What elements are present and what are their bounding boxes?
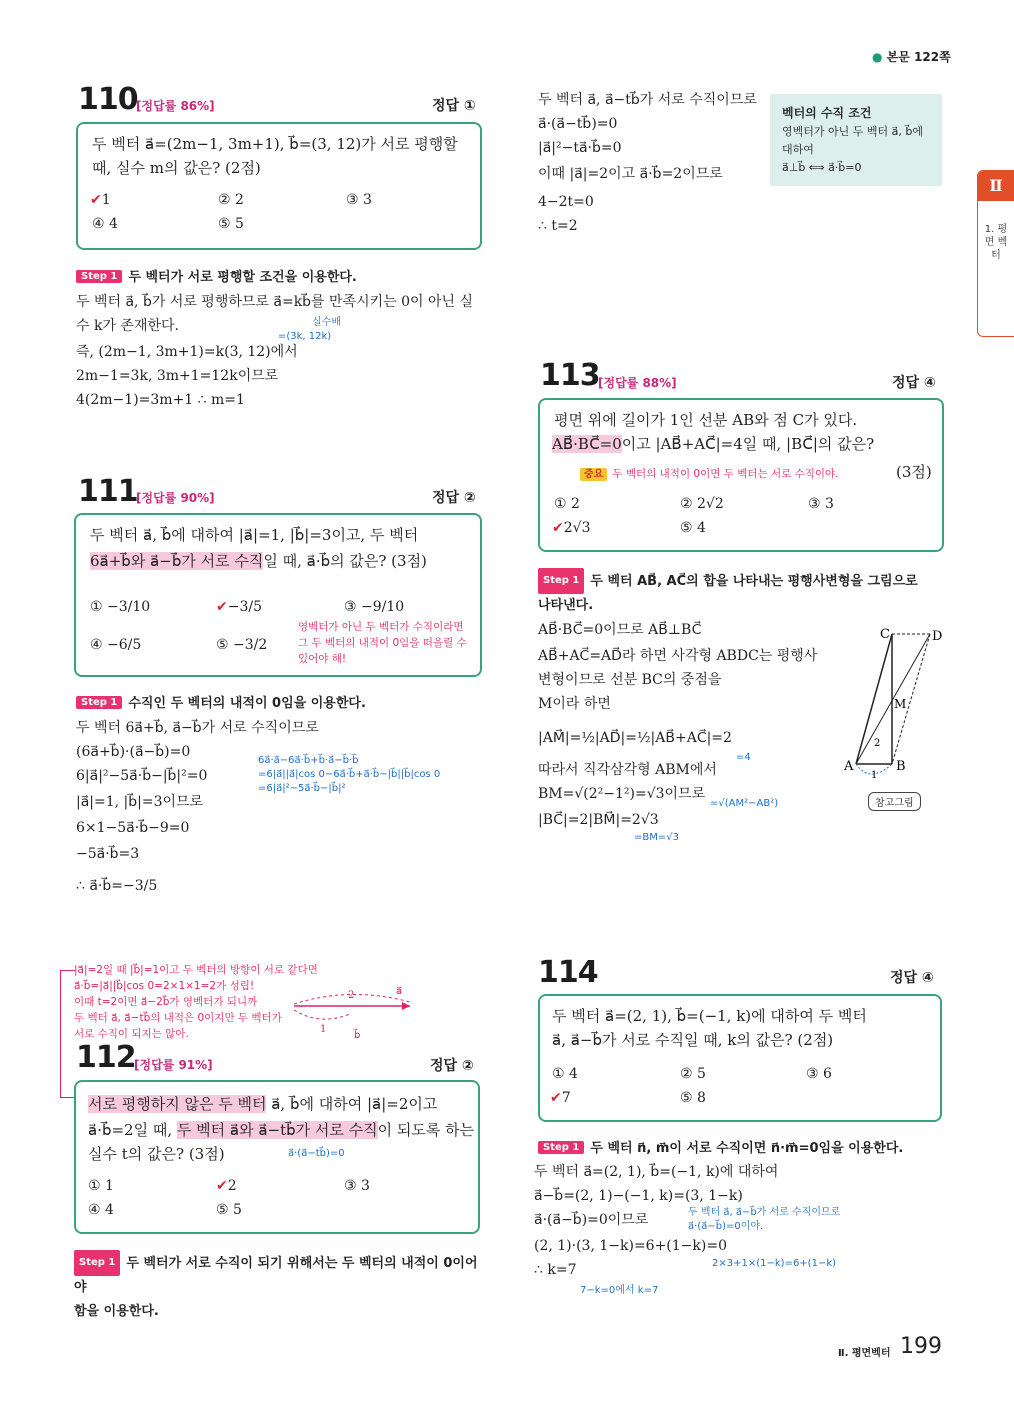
sol-111-side: 6a⃗·a⃗−6a⃗·b⃗+b⃗·a⃗−b⃗·b⃗ =6|a⃗||a⃗|cos 0−6a⃗·b⃗+a⃗·b⃗−|b⃗||b⃗|cos 0 =6|a⃗|²−5a⃗·b⃗−|b⃗|²	[258, 755, 441, 794]
fig-label-two: 2	[874, 738, 881, 749]
sol-113-l7: BM=√(2²−1²)=√3이므로	[538, 786, 706, 802]
answer-111: 정답 ②	[432, 490, 476, 506]
choice-112-3[interactable]: ③ 3	[344, 1178, 370, 1194]
question-box-110	[76, 122, 482, 250]
choice-111-4[interactable]: ④ −6/5	[90, 637, 142, 653]
answer-113: 정답 ④	[892, 375, 936, 391]
sol-114-l3: a⃗·(a⃗−b⃗)=0이므로	[534, 1212, 649, 1228]
sol-111-l1: 두 벡터 6a⃗+b⃗, a⃗−b⃗가 서로 수직이므로	[76, 720, 319, 736]
step-110: Step 1 두 벡터가 서로 평행할 조건을 이용한다.	[76, 266, 357, 285]
problem-number-113: 113	[540, 358, 600, 393]
choice-114-3[interactable]: ③ 6	[806, 1066, 832, 1082]
sol-110-note1: 실수배	[312, 317, 341, 328]
question-text-111-line1: 두 벡터 a⃗, b⃗에 대하여 |a⃗|=1, |b⃗|=3이고, 두 벡터	[90, 526, 419, 544]
checkmark-icon: ✔	[90, 192, 102, 208]
sol-111-l6: −5a⃗·b⃗=3	[76, 846, 140, 862]
sol-113-n8: =BM=√3	[634, 832, 679, 843]
question-text-110-line2: 때, 실수 m의 값은? (2점)	[92, 159, 261, 177]
choice-113-2[interactable]: ② 2√2	[680, 496, 724, 512]
sol-114-l4: (2, 1)·(3, 1−k)=6+(1−k)=0	[534, 1238, 727, 1254]
problem-number-111: 111	[78, 474, 138, 509]
sol-112-l1: 두 벡터 a⃗, a⃗−tb⃗가 서로 수직이므로	[538, 92, 757, 108]
choice-110-4[interactable]: ④ 4	[92, 216, 118, 232]
sol-112-l6: ∴ t=2	[538, 218, 578, 234]
sol-110-note2: =(3k, 12k)	[278, 331, 332, 342]
question-text-111-line2: 6a⃗+b⃗와 a⃗−b⃗가 서로 수직일 때, a⃗·b⃗의 값은? (3점)	[90, 552, 427, 570]
fig-point-M: M	[894, 697, 907, 711]
sol-111-l2: (6a⃗+b⃗)·(a⃗−b⃗)=0	[76, 744, 191, 760]
checkmark-icon: ✔	[552, 520, 564, 536]
sol-110-l4: 2m−1=3k, 3m+1=12k이므로	[76, 368, 279, 384]
page-number: 199	[900, 1334, 942, 1359]
question-box-112	[74, 1080, 480, 1234]
problem-number-114: 114	[538, 955, 598, 990]
important-badge: 중요	[580, 468, 607, 481]
answer-112: 정답 ②	[430, 1058, 474, 1074]
question-box-114	[538, 994, 942, 1122]
sol-113-n7: =√(AM²−AB²)	[710, 798, 779, 809]
fig-point-B: B	[896, 759, 906, 774]
question-text-113-line1: 평면 위에 길이가 1인 선분 AB와 점 C가 있다.	[554, 411, 858, 429]
sol-112-l2: a⃗·(a⃗−tb⃗)=0	[538, 116, 618, 132]
question-text-113-line2: AB⃗·BC⃗=0이고 |AB⃗+AC⃗|=4일 때, |BC⃗|의 값은?	[552, 435, 875, 453]
question-text-112-line1: 서로 평행하지 않은 두 벡터 a⃗, b⃗에 대하여 |a⃗|=2이고	[88, 1095, 438, 1113]
choice-110-3[interactable]: ③ 3	[346, 192, 372, 208]
note-112-top: |a⃗|=2일 때 |b⃗|=1이고 두 벡터의 방향이 서로 같다면 a⃗·b⃗=|a⃗||b⃗|cos 0=2×1×1=2가 성립! 이때 t=2이면 a⃗−2b⃗가 영벡터가 되니까 두 벡터 a⃗, a⃗−tb⃗의 내적은 0이지만 두 벡터가 서로 수직이 되지는 않아.	[74, 964, 318, 1040]
sol-114-n5: 7−k=0에서 k=7	[580, 1285, 659, 1296]
sol-114-l5: ∴ k=7	[534, 1262, 577, 1278]
question-box-113	[538, 398, 944, 552]
choice-110-5[interactable]: ⑤ 5	[218, 216, 244, 232]
choice-113-1[interactable]: ① 2	[554, 496, 580, 512]
parallelogram-figure	[840, 624, 950, 780]
choice-113-5[interactable]: ⑤ 4	[680, 520, 706, 536]
sol-111-l3: 6|a⃗|²−5a⃗·b⃗−|b⃗|²=0	[76, 768, 208, 784]
sol-113-l5: |AM⃗|=½|AD⃗|=½|AB⃗+AC⃗|=2	[538, 730, 732, 746]
sol-112-l3: |a⃗|²−ta⃗·b⃗=0	[538, 140, 622, 156]
choice-110-1[interactable]: ✔1	[90, 192, 111, 208]
sol-110-l1: 두 벡터 a⃗, b⃗가 서로 평행하므로 a⃗=kb⃗를 만족시키는 0이 아닌 실	[76, 294, 474, 310]
sol-113-l6: 따라서 직각삼각형 ABM에서	[538, 762, 717, 778]
note-113: 중요 두 벡터의 내적이 0이면 두 벡터는 서로 수직이야.	[580, 462, 839, 482]
step-112: Step 1 두 벡터가 서로 수직이 되기 위해서는 두 벡터의 내적이 0이어야 함을 이용한다.	[74, 1250, 484, 1324]
sol-111-l7: ∴ a⃗·b⃗=−3/5	[76, 878, 158, 894]
sol-113-l2: AB⃗+AC⃗=AD⃗라 하면 사각형 ABDC는 평행사	[538, 648, 818, 664]
tip-title: 벡터의 수직 조건	[782, 106, 872, 120]
fig-label-two: 2	[348, 990, 355, 1001]
fig-label-one: 1	[320, 1024, 327, 1035]
fig-point-C: C	[880, 627, 890, 642]
fig-point-D: D	[932, 629, 943, 644]
fig-label-one: 1	[871, 770, 878, 780]
question-text-112-line2: a⃗·b⃗=2일 때, 두 벡터 a⃗와 a⃗−tb⃗가 서로 수직이 되도록 하는	[88, 1121, 475, 1139]
sol-113-l1: AB⃗·BC⃗=0이므로 AB⃗⊥BC⃗	[538, 622, 702, 638]
rate-110: [정답률 86%]	[136, 99, 215, 113]
fig-point-A: A	[844, 759, 854, 774]
note-112-q: a⃗·(a⃗−tb⃗)=0	[288, 1148, 345, 1159]
choice-112-4[interactable]: ④ 4	[88, 1202, 114, 1218]
tip-box: 벡터의 수직 조건 영벡터가 아닌 두 벡터 a⃗, b⃗에 대하여 a⃗⊥b⃗ ⟺ a⃗·b⃗=0	[770, 94, 942, 186]
choice-114-4[interactable]: ✔7	[550, 1090, 571, 1106]
vector-figure-112	[290, 984, 420, 1044]
connector-112	[60, 970, 75, 1098]
sol-114-l1: 두 벡터 a⃗=(2, 1), b⃗=(−1, k)에 대하여	[534, 1164, 779, 1180]
sol-110-l2: 수 k가 존재한다.	[76, 318, 179, 334]
sol-112-l5: 4−2t=0	[538, 194, 594, 210]
rate-113: [정답률 88%]	[598, 376, 677, 390]
question-text-112-line3: 실수 t의 값은? (3점)	[88, 1145, 225, 1163]
sol-112-l4: 이때 |a⃗|=2이고 a⃗·b⃗=2이므로	[538, 166, 723, 182]
note-111: 영벡터가 아닌 두 벡터가 수직이라면 그 두 벡터의 내적이 0임을 떠올릴 수 있어야 해!	[298, 621, 467, 665]
choice-112-1[interactable]: ① 1	[88, 1178, 114, 1194]
choice-111-2[interactable]: ✔−3/5	[216, 599, 262, 615]
problem-number-110: 110	[78, 82, 138, 117]
sol-113-n5: =4	[736, 752, 751, 763]
choice-113-3[interactable]: ③ 3	[808, 496, 834, 512]
sol-110-l3: 즉, (2m−1, 3m+1)=k(3, 12)에서	[76, 344, 298, 360]
points-113: (3점)	[896, 463, 932, 481]
choice-112-5[interactable]: ⑤ 5	[216, 1202, 242, 1218]
chapter-tab	[977, 170, 1014, 337]
checkmark-icon: ✔	[216, 599, 228, 615]
problem-number-112: 112	[76, 1040, 136, 1075]
question-text-114-line2: a⃗, a⃗−b⃗가 서로 수직일 때, k의 값은? (2점)	[552, 1031, 834, 1049]
rate-112: [정답률 91%]	[134, 1058, 213, 1072]
step-111: Step 1 수직인 두 벡터의 내적이 0임을 이용한다.	[76, 692, 366, 711]
step-113: Step 1 두 벡터 AB⃗, AC⃗의 합을 나타내는 평행사변형을 그림으로 나타낸다.	[538, 568, 938, 618]
sol-114-n4: 2×3+1×(1−k)=6+(1−k)	[712, 1258, 837, 1269]
figure-caption: 참고그림	[868, 792, 921, 811]
page-ref: ● 본문 122쪽	[872, 50, 951, 64]
question-text-114-line1: 두 벡터 a⃗=(2, 1), b⃗=(−1, k)에 대하여 두 벡터	[552, 1007, 867, 1025]
footer-chapter: Ⅱ. 평면벡터	[838, 1348, 891, 1359]
checkmark-icon: ✔	[550, 1090, 562, 1106]
question-text-110-line1: 두 벡터 a⃗=(2m−1, 3m+1), b⃗=(3, 12)가 서로 평행할	[92, 135, 458, 153]
sol-113-l3: 변형이므로 선분 BC의 중점을	[538, 672, 722, 688]
sol-110-l5: 4(2m−1)=3m+1 ∴ m=1	[76, 392, 245, 408]
fig-label-b: b⃗	[354, 1030, 361, 1041]
sol-114-n3: 두 벡터 a⃗, a⃗−b⃗가 서로 수직이므로 a⃗·(a⃗−b⃗)=0이야.	[688, 1207, 841, 1232]
circle-icon: ●	[872, 50, 883, 64]
choice-111-1[interactable]: ① −3/10	[90, 599, 151, 615]
step-114: Step 1 두 벡터 n⃗, m⃗이 서로 수직이면 n⃗·m⃗=0임을 이용한다.	[538, 1137, 903, 1156]
choice-113-4[interactable]: ✔2√3	[552, 520, 591, 536]
choice-112-2[interactable]: ✔2	[216, 1178, 237, 1194]
choice-114-2[interactable]: ② 5	[680, 1066, 706, 1082]
sol-111-l5: 6×1−5a⃗·b⃗−9=0	[76, 820, 190, 836]
choice-114-5[interactable]: ⑤ 8	[680, 1090, 706, 1106]
sol-113-l8: |BC⃗|=2|BM⃗|=2√3	[538, 812, 659, 828]
choice-114-1[interactable]: ① 4	[552, 1066, 578, 1082]
sol-111-l4: |a⃗|=1, |b⃗|=3이므로	[76, 794, 204, 810]
rate-111: [정답률 90%]	[136, 491, 215, 505]
chapter-roman: Ⅱ	[978, 171, 1014, 201]
choice-111-5[interactable]: ⑤ −3/2	[216, 637, 268, 653]
choice-110-2[interactable]: ② 2	[218, 192, 244, 208]
question-box-111	[74, 513, 482, 677]
answer-110: 정답 ①	[432, 98, 476, 114]
sol-113-l4: M이라 하면	[538, 696, 611, 712]
sol-114-l2: a⃗−b⃗=(2, 1)−(−1, k)=(3, 1−k)	[534, 1188, 743, 1204]
checkmark-icon: ✔	[216, 1178, 228, 1194]
chapter-label: 1. 평 면 벡 터	[984, 224, 1008, 261]
choice-111-3[interactable]: ③ −9/10	[344, 599, 405, 615]
answer-114: 정답 ④	[890, 970, 934, 986]
fig-label-a: a⃗	[396, 986, 403, 997]
